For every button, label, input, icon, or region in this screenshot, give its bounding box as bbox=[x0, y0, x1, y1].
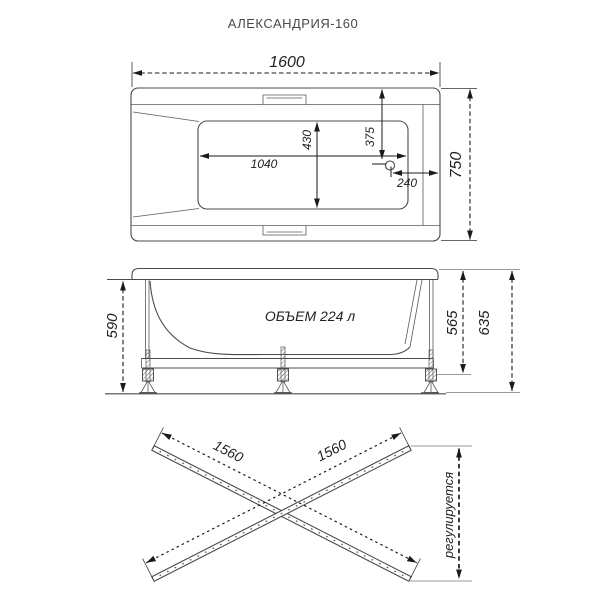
right-wall-outer bbox=[410, 280, 422, 347]
dim-overall-length-label: 1600 bbox=[269, 54, 305, 71]
dim-line-brace-2 bbox=[147, 433, 401, 562]
ext-brace1-end bbox=[410, 559, 420, 580]
ext-brace1-start bbox=[153, 428, 163, 449]
leg-center bbox=[274, 347, 292, 393]
basin-taper-top bbox=[133, 112, 199, 122]
grip-notch-top bbox=[263, 95, 306, 105]
dim-line-brace-1 bbox=[162, 433, 416, 562]
top-view bbox=[131, 54, 477, 241]
volume-label: ОБЪЕМ 224 л bbox=[264, 308, 356, 324]
dim-brace-1-label: 1560 bbox=[210, 436, 246, 466]
drain-hole bbox=[386, 161, 395, 170]
leg-right bbox=[421, 350, 439, 393]
basin-taper-bottom bbox=[133, 209, 199, 218]
dim-height-frame-label: 565 bbox=[444, 310, 461, 336]
dim-drain-offset-top-label: 375 bbox=[363, 126, 377, 148]
dim-drain-offset-right-label: 240 bbox=[396, 176, 418, 190]
bottom-view bbox=[143, 428, 472, 582]
dim-basin-width-label: 430 bbox=[300, 129, 314, 151]
dim-adjustable-label: регулируется bbox=[441, 471, 456, 559]
right-wall-inner bbox=[405, 280, 417, 344]
tub-outer-rim-outline bbox=[131, 88, 440, 241]
dim-basin-length-label: 1040 bbox=[250, 157, 278, 171]
deck-outline bbox=[132, 269, 438, 280]
dim-height-rim-label: 590 bbox=[104, 313, 121, 339]
grip-notch-bottom bbox=[263, 226, 306, 236]
dim-overall-width-label: 750 bbox=[448, 151, 465, 179]
dim-height-overall-label: 635 bbox=[476, 310, 493, 336]
drawing-title: АЛЕКСАНДРИЯ-160 bbox=[227, 16, 359, 31]
leg-left bbox=[139, 350, 157, 393]
side-view bbox=[104, 269, 520, 394]
dim-brace-2-label: 1560 bbox=[314, 435, 350, 465]
ext-brace2-end bbox=[400, 428, 410, 449]
